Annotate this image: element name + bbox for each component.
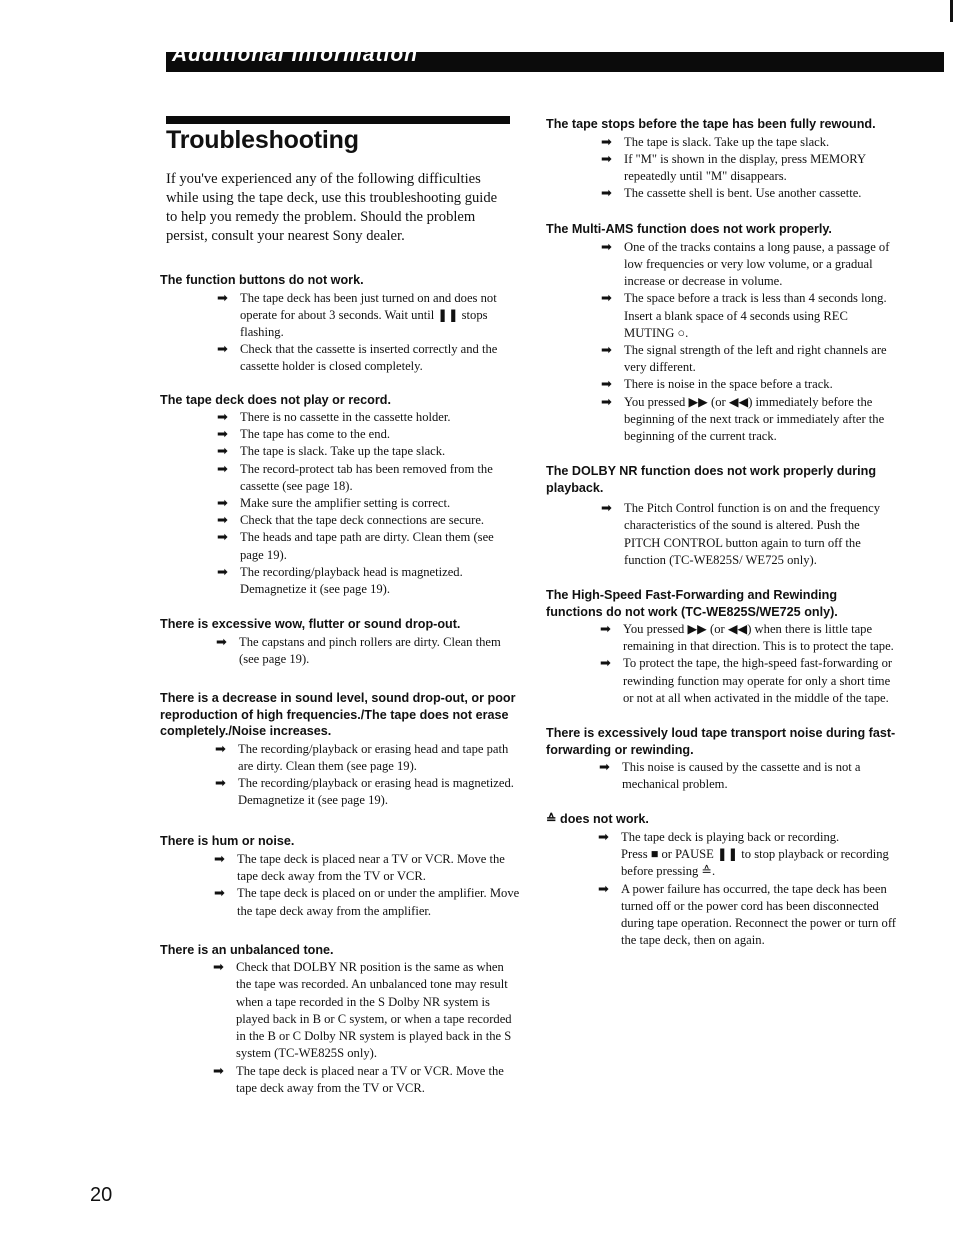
list-item: Press ■ or PAUSE ❚❚ to stop playback or recording before pressing ≙. xyxy=(621,847,889,879)
arrow-icon: ➡ xyxy=(217,461,228,477)
list-item: ➡ The tape is slack. Take up the tape slack. xyxy=(217,444,446,460)
arrow-icon: ➡ xyxy=(601,134,612,150)
list-item: ➡ A power failure has occurred, the tape deck has been turned off or the power cord has been disconnected during tape operation. Reconnect the power or turn off the tape deck, then on again. xyxy=(598,881,896,948)
list-item: ➡ One of the tracks contains a long pause, a passage of low frequencies or very low volume, or a gradual increase or decrease in volume. xyxy=(601,239,890,289)
edge-mark xyxy=(950,0,953,22)
section-wow-flutter xyxy=(160,616,520,668)
arrow-icon: ➡ xyxy=(215,741,226,757)
arrow-icon: ➡ xyxy=(217,290,228,306)
section-heading: The DOLBY NR function does not work properly during playback. xyxy=(546,464,877,495)
list-item: ➡ This noise is caused by the cassette and is not a mechanical problem. xyxy=(599,760,861,792)
list-item: ➡ The capstans and pinch rollers are dirty. Clean them (see page 19). xyxy=(216,634,501,666)
arrow-icon: ➡ xyxy=(600,622,611,638)
list-item: ➡ The recording/playback head is magnetized. Demagnetize it (see page 19). xyxy=(217,564,463,597)
section-no-play-record xyxy=(160,392,520,599)
list-item: ➡ The tape has come to the end. xyxy=(217,427,391,443)
arrow-icon: ➡ xyxy=(601,186,612,202)
list-item: ➡ The record-protect tab has been removed from the cassette (see page 18). xyxy=(217,461,493,493)
list-item: ➡ The tape deck is playing back or recording. xyxy=(598,829,840,845)
list-item: ➡ Check that the tape deck connections are secure. xyxy=(217,513,485,529)
arrow-icon: ➡ xyxy=(214,851,225,867)
arrow-icon: ➡ xyxy=(601,377,612,393)
arrow-icon: ➡ xyxy=(601,343,612,359)
section-heading: The Multi-AMS function does not work properly. xyxy=(546,222,832,237)
list-item: ➡ The tape deck is placed near a TV or VCR. Move the tape deck away from the TV or VCR. xyxy=(214,851,505,884)
section-heading: The function buttons do not work. xyxy=(160,273,364,287)
section-dolby-nr xyxy=(546,463,896,569)
list-item: ➡ The tape deck is placed near a TV or VCR. Move the tape deck away from the TV or VCR. xyxy=(213,1063,504,1095)
section-eject-not-work xyxy=(546,811,896,949)
list-item: ➡ You pressed ▶▶ (or ◀◀) immediately before the beginning of the next track or immediately after the beginning of the current track. xyxy=(601,394,885,444)
arrow-icon: ➡ xyxy=(217,410,228,426)
title-rule xyxy=(166,116,510,124)
section-heading: The tape stops before the tape has been fully rewound. xyxy=(546,117,876,131)
section-unbalanced-tone xyxy=(160,942,520,1097)
arrow-icon: ➡ xyxy=(217,513,228,529)
arrow-icon: ➡ xyxy=(601,151,612,167)
section-header-title: Additional Information xyxy=(172,43,418,66)
section-function-buttons xyxy=(160,272,520,376)
list-item: ➡ There is no cassette in the cassette holder. xyxy=(217,410,451,426)
arrow-icon: ➡ xyxy=(599,760,610,776)
section-heading: There is a decrease in sound level, sound drop-out, or poor reproduction of high frequencies./The tape does not erase completely./Noise increases. xyxy=(160,691,516,739)
arrow-icon: ➡ xyxy=(217,530,228,546)
arrow-icon: ➡ xyxy=(217,444,228,460)
section-transport-noise xyxy=(546,725,896,793)
arrow-icon: ➡ xyxy=(217,342,228,358)
list-item: ➡ You pressed ▶▶ (or ◀◀) when there is little tape remaining in that direction. This is to protect the tape. xyxy=(600,622,894,654)
section-heading: There is hum or noise. xyxy=(160,834,295,849)
list-item: ➡ The signal strength of the left and right channels are very different. xyxy=(601,343,887,375)
section-multi-ams xyxy=(546,221,896,445)
intro-paragraph: If you've experienced any of the following difficulties while using the tape deck, use this troubleshooting guide to help you remedy the problem. Should the problem persist, consult your nearest Sony dealer. xyxy=(166,171,498,244)
section-hum-noise xyxy=(160,833,520,919)
arrow-icon: ➡ xyxy=(215,776,226,792)
list-item: ➡ The recording/playback or erasing head is magnetized. Demagnetize it (see page 19). xyxy=(215,776,514,808)
list-item: ➡ There is noise in the space before a track. xyxy=(601,377,833,393)
arrow-icon: ➡ xyxy=(217,564,228,580)
list-item: ➡ If "M" is shown in the display, press MEMORY repeatedly until "M" disappears. xyxy=(601,151,866,183)
list-item: ➡ Check that DOLBY NR position is the same as when the tape was recorded. An unbalanced tone may result when a tape recorded in the S Dolby NR system is played back in B or C system, or when a tape recorded in the B or C Dolby NR system is played back in the S system (TC-WE825S only). xyxy=(213,960,512,1061)
page-title: Troubleshooting xyxy=(166,126,359,154)
section-tape-stops xyxy=(546,116,896,202)
arrow-icon: ➡ xyxy=(601,394,612,410)
arrow-icon: ➡ xyxy=(598,829,609,845)
arrow-icon: ➡ xyxy=(598,881,609,897)
list-item: ➡ The recording/playback or erasing head and tape path are dirty. Clean them (see page 19). xyxy=(215,741,509,773)
arrow-icon: ➡ xyxy=(600,656,611,672)
section-heading: The High-Speed Fast-Forwarding and Rewinding functions do not work (TC-WE825S/WE725 only). xyxy=(546,588,838,619)
list-item: ➡ The heads and tape path are dirty. Clean them (see page 19). xyxy=(217,530,494,562)
arrow-icon: ➡ xyxy=(601,501,612,517)
list-item: ➡ Check that the cassette is inserted correctly and the cassette holder is closed completely. xyxy=(217,342,498,374)
list-item: ➡ The tape deck has been just turned on and does not operate for about 3 seconds. Wait until ❚❚ stops flashing. xyxy=(217,290,497,339)
arrow-icon: ➡ xyxy=(601,239,612,255)
arrow-icon: ➡ xyxy=(214,886,225,902)
list-item: ➡ The cassette shell is bent. Use another cassette. xyxy=(601,186,862,202)
arrow-icon: ➡ xyxy=(217,427,228,443)
section-heading: ≙ does not work. xyxy=(546,812,649,827)
list-item: ➡ The Pitch Control function is on and the frequency characteristics of the sound is altered. Push the PITCH CONTROL button again to turn off the function (TC-WE825S/ WE725 only). xyxy=(601,501,881,567)
section-sound-level xyxy=(160,690,520,809)
list-item: ➡ The tape is slack. Take up the tape slack. xyxy=(601,134,830,150)
page-number: 20 xyxy=(90,1184,113,1206)
section-heading: There is an unbalanced tone. xyxy=(160,942,334,957)
left-column xyxy=(160,270,520,1097)
section-heading: The tape deck does not play or record. xyxy=(160,392,391,407)
arrow-icon: ➡ xyxy=(601,291,612,307)
arrow-icon: ➡ xyxy=(213,1063,224,1079)
arrow-icon: ➡ xyxy=(216,634,227,650)
section-heading: There is excessive wow, flutter or sound drop-out. xyxy=(160,617,461,632)
list-item: ➡ Make sure the amplifier setting is correct. xyxy=(217,496,451,512)
list-item: ➡ The space before a track is less than 4 seconds long. Insert a blank space of 4 seconds using REC MUTING ○. xyxy=(601,291,887,340)
section-heading: There is excessively loud tape transport noise during fast-forwarding or rewinding. xyxy=(546,726,896,757)
right-column xyxy=(546,116,896,949)
section-high-speed xyxy=(546,587,896,707)
list-item: ➡ The tape deck is placed on or under the amplifier. Move the tape deck away from the amplifier. xyxy=(214,886,520,918)
arrow-icon: ➡ xyxy=(213,960,224,976)
list-item: ➡ To protect the tape, the high-speed fast-forwarding or rewinding function may operate for only a short time or not at all when activated in the middle of the tape. xyxy=(600,656,893,705)
arrow-icon: ➡ xyxy=(217,496,228,512)
